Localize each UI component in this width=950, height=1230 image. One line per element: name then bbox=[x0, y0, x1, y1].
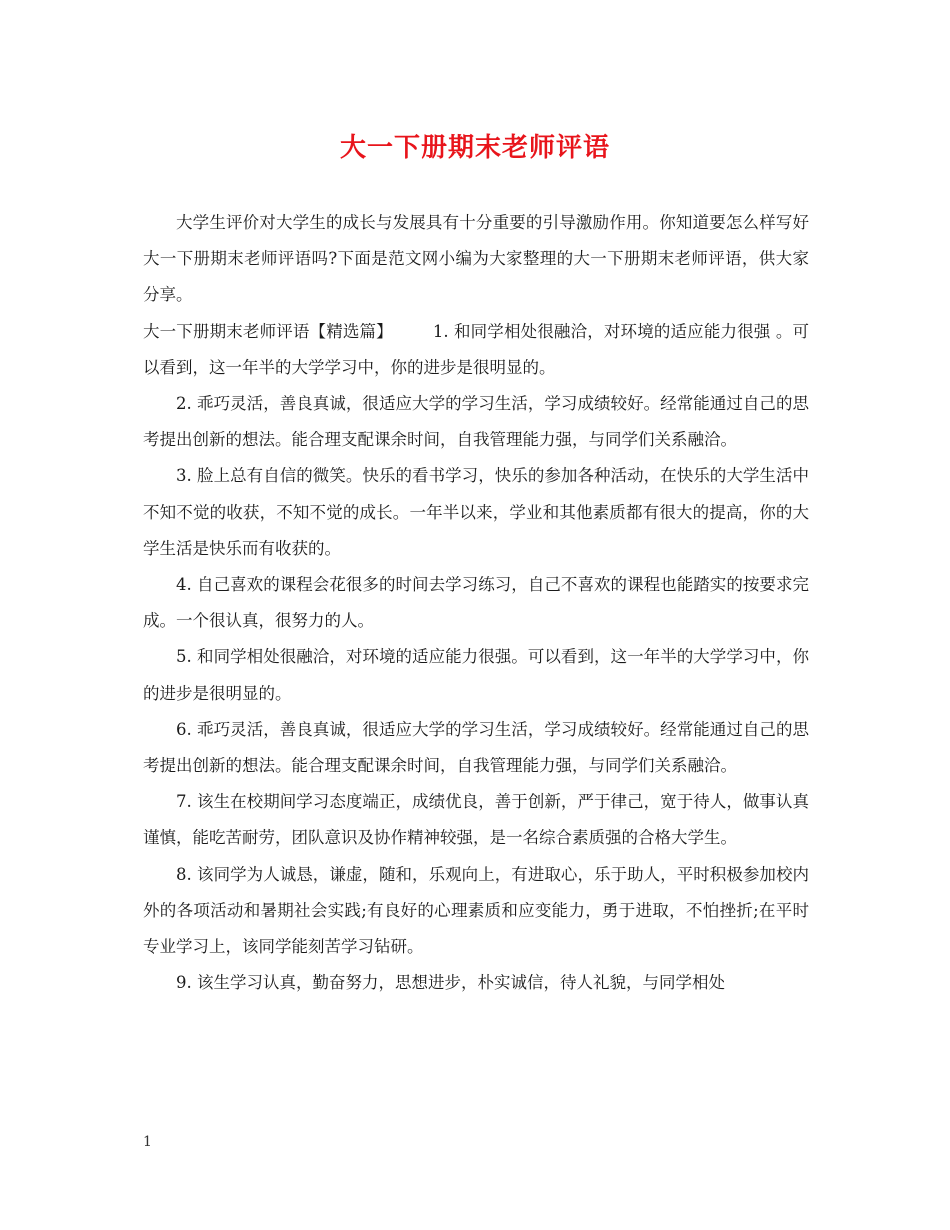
list-item: 4. 自己喜欢的课程会花很多的时间去学习练习，自己不喜欢的课程也能踏实的按要求完成。一个很认真，很努力的人。 bbox=[143, 575, 809, 631]
list-item: 1. 和同学相处很融洽，对环境的适应能力很强 。可以看到，这一年半的大学学习中，你的进步是很明显的。 bbox=[143, 321, 810, 377]
list-item: 6. 乖巧灵活，善良真诚，很适应大学的学习生活，学习成绩较好。经常能通过自己的思考提出创新的想法。能合理支配课余时间，自我管理能力强，与同学们关系融洽。 bbox=[143, 719, 809, 776]
list-item: 9. 该生学习认真，勤奋努力，思想进步，朴实诚信，待人礼貌，与同学相处 bbox=[176, 973, 725, 993]
intro-paragraph: 大学生评价对大学生的成长与发展具有十分重要的引导激励作用。你知道要怎么样写好大一下册期末老师评语吗?下面是范文网小编为大家整理的大一下册期末老师评语，供大家分享。 bbox=[143, 213, 809, 305]
document-title: 大一下册期末老师评语 bbox=[339, 133, 610, 163]
list-item: 3. 脸上总有自信的微笑。快乐的看书学习，快乐的参加各种活动，在快乐的大学生活中不知不觉的收获，不知不觉的成长。一年半以来，学业和其他素质都有很大的提高，你的大学生活是快乐而有收获的。 bbox=[143, 466, 809, 558]
list-item: 7. 该生在校期间学习态度端正，成绩优良，善于创新，严于律己，宽于待人，做事认真谨慎，能吃苦耐劳，团队意识及协作精神较强，是一名综合素质强的合格大学生。 bbox=[143, 792, 809, 848]
document-body bbox=[143, 205, 809, 1001]
list-item: 8. 该同学为人诚恳，谦虚，随和，乐观向上，有进取心，乐于助人，平时积极参加校内外的各项活动和暑期社会实践;有良好的心理素质和应变能力，勇于进取，不怕挫折;在平时专业学习上，该同学能刻苦学习钻研。 bbox=[143, 864, 809, 957]
page-number: 1 bbox=[143, 1134, 152, 1150]
section-paragraph bbox=[143, 314, 809, 386]
section-heading: 大一下册期末老师评语【精选篇】 bbox=[143, 321, 393, 341]
list-item: 5. 和同学相处很融洽，对环境的适应能力很强。可以看到，这一年半的大学学习中，你的进步是很明显的。 bbox=[143, 647, 809, 703]
list-item: 2. 乖巧灵活，善良真诚，很适应大学的学习生活，学习成绩较好。经常能通过自己的思考提出创新的想法。能合理支配课余时间，自我管理能力强，与同学们关系融洽。 bbox=[143, 394, 809, 450]
